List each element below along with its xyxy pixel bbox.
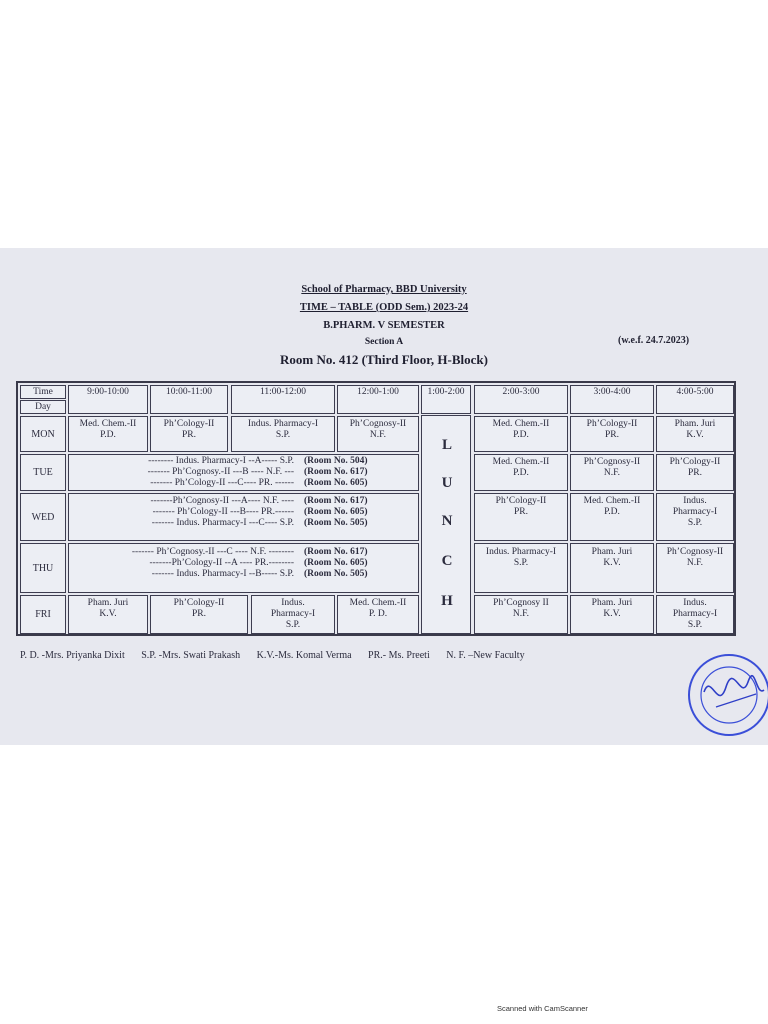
timetable-title: TIME – TABLE (ODD Sem.) 2023-24 (299, 302, 469, 313)
lab-batches-tue (68, 454, 419, 491)
class-cell: Pham. Juri K.V. (68, 595, 148, 634)
slot-header: 9:00-10:00 (68, 385, 148, 414)
class-cell: Ph’Cognosy II N.F. (474, 595, 568, 634)
legend-item: PR.- Ms. Preeti (368, 650, 430, 661)
class-cell: Pham. Juri K.V. (656, 416, 734, 452)
lunch-letter: C (441, 553, 453, 569)
lab-batches-wed (68, 493, 419, 541)
lunch-letter: L (441, 437, 452, 453)
legend-item: S.P. -Mrs. Swati Prakash (141, 650, 241, 661)
day-header: Day (20, 400, 66, 414)
lab-batch-line: -------Ph’Cology-II --A ---- PR.-------- (Room No. 605) (149, 558, 368, 568)
class-cell: Ph’Cology-II PR. (474, 493, 568, 541)
class-cell: Indus. Pharmacy-I S.P. (231, 416, 335, 452)
section-title: Section A (364, 337, 404, 347)
official-stamp (686, 652, 768, 738)
class-cell: Indus. Pharmacy-I S.P. (656, 595, 734, 634)
class-cell: Med. Chem.-II P. D. (337, 595, 419, 634)
class-cell: Ph’Cology-II PR. (570, 416, 654, 452)
class-cell: Med. Chem.-II P.D. (570, 493, 654, 541)
university-title: School of Pharmacy, BBD University (301, 284, 467, 295)
slot-header: 10:00-11:00 (150, 385, 228, 414)
program-title: B.PHARM. V SEMESTER (323, 320, 445, 331)
day-cell-fri: FRI (20, 595, 66, 634)
lunch-letter: N (441, 513, 453, 529)
class-cell: Pham. Juri K.V. (570, 543, 654, 593)
legend-item: P. D. -Mrs. Priyanka Dixit (20, 650, 125, 661)
class-cell: Pham. Juri K.V. (570, 595, 654, 634)
class-cell: Indus. Pharmacy-I S.P. (656, 493, 734, 541)
time-header: Time (20, 385, 66, 399)
class-cell: Med. Chem.-II P.D. (474, 416, 568, 452)
class-cell: Med. Chem.-II P.D. (474, 454, 568, 491)
class-cell: Indus. Pharmacy-I S.P. (251, 595, 335, 634)
class-cell: Med. Chem.-II P.D. (68, 416, 148, 452)
lab-batch-line: ------- Ph’Cognosy.-II ---C ---- N.F. -------- (Room No. 617) (131, 547, 368, 557)
lunch-letter: U (441, 475, 453, 491)
slot-header: 1:00-2:00 (421, 385, 471, 414)
class-cell: Ph’Cology-II PR. (656, 454, 734, 491)
slot-header: 2:00-3:00 (474, 385, 568, 414)
lunch-letter: H (441, 593, 453, 609)
lab-batch-line: ------- Indus. Pharmacy-I --B----- S.P. (Room No. 505) (151, 569, 368, 579)
class-cell: Indus. Pharmacy-I S.P. (474, 543, 568, 593)
day-cell-mon: MON (20, 416, 66, 452)
class-cell: Ph’Cognosy-II N.F. (337, 416, 419, 452)
lab-batch-line: -------- Indus. Pharmacy-I --A----- S.P. (Room No. 504) (148, 456, 368, 466)
class-cell: Ph’Cology-II PR. (150, 416, 228, 452)
legend-item: K.V.-Ms. Komal Verma (256, 650, 352, 661)
faculty-legend (20, 650, 539, 661)
day-cell-wed: WED (20, 493, 66, 541)
slot-header: 12:00-1:00 (337, 385, 419, 414)
lab-batch-line: -------Ph’Cognosy-II ---A---- N.F. ---- (Room No. 617) (150, 496, 368, 506)
slot-header: 11:00-12:00 (231, 385, 335, 414)
slot-header: 4:00-5:00 (656, 385, 734, 414)
day-cell-thu: THU (20, 543, 66, 593)
room-title: Room No. 412 (Third Floor, H-Block) (280, 352, 488, 367)
lab-batch-line: ------- Ph’Cognosy.-II ---B ---- N.F. --- (Room No. 617) (147, 467, 368, 477)
legend-item: N. F. –New Faculty (446, 650, 525, 661)
lab-batch-line: ------- Indus. Pharmacy-I ---C---- S.P. (Room No. 505) (151, 518, 368, 528)
lab-batches-thu (68, 543, 419, 593)
lab-batch-line: ------- Ph’Cology-II ---B---- PR.------ (Room No. 605) (152, 507, 368, 517)
class-cell: Ph’Cognosy-II N.F. (656, 543, 734, 593)
slot-header: 3:00-4:00 (570, 385, 654, 414)
class-cell: Ph’Cology-II PR. (150, 595, 248, 634)
scanner-watermark: Scanned with CamScanner (497, 1004, 588, 1013)
lab-batch-line: ------- Ph’Cology-II ---C---- PR. ------ (Room No. 605) (150, 478, 368, 488)
class-cell: Ph’Cognosy-II N.F. (570, 454, 654, 491)
effective-date: (w.e.f. 24.7.2023) (618, 335, 690, 346)
lunch-column (421, 415, 471, 634)
day-cell-tue: TUE (20, 454, 66, 491)
